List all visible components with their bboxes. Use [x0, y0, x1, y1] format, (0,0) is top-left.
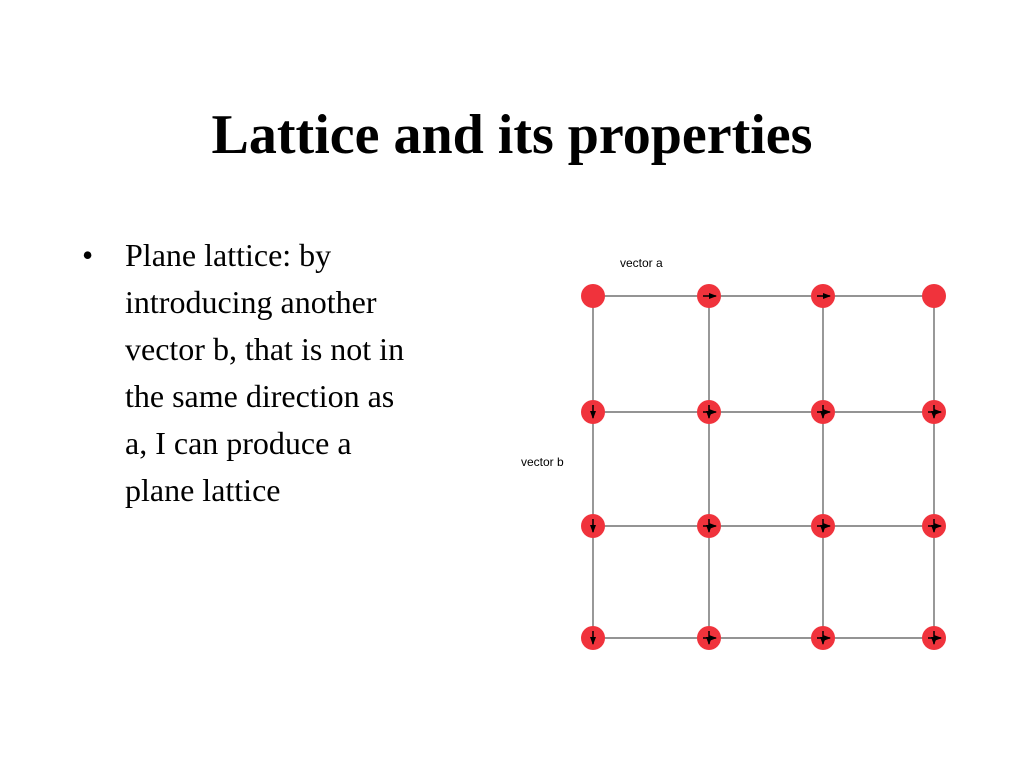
bullet-list	[82, 232, 482, 514]
bullet-item	[82, 232, 482, 514]
lattice-grid-lines	[593, 296, 934, 638]
bullet-marker: •	[82, 237, 94, 273]
lattice-diagram	[500, 240, 980, 670]
bullet-line: the same direction as	[125, 378, 395, 414]
vector-b-label: vector b	[521, 455, 564, 469]
lattice-point	[581, 284, 605, 308]
vector-a-label: vector a	[620, 256, 663, 270]
bullet-line: vector b, that is not in	[125, 331, 405, 367]
slide-title: Lattice and its properties	[211, 104, 813, 166]
bullet-line: a, I can produce a	[125, 425, 352, 461]
lattice-arrows	[593, 296, 941, 644]
bullet-line: introducing another	[125, 284, 377, 320]
lattice-point	[922, 284, 946, 308]
bullet-line: Plane lattice: by	[125, 237, 332, 273]
lattice-points	[581, 284, 946, 650]
bullet-line: plane lattice	[125, 472, 281, 508]
